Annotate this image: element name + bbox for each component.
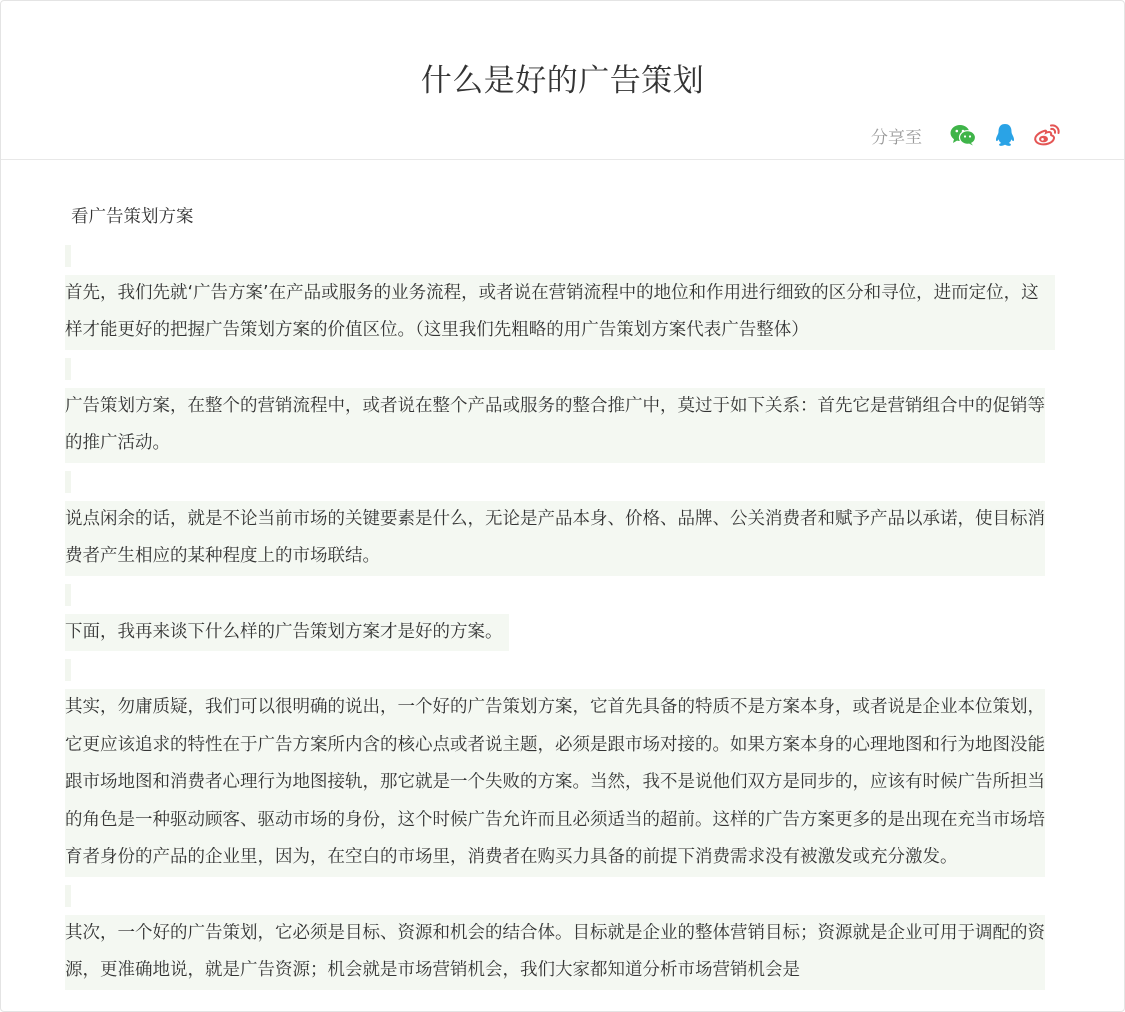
paragraph-spacer	[65, 584, 71, 606]
paragraph: 说点闲余的话，就是不论当前市场的关键要素是什么，无论是产品本身、价格、品牌、公关消费者和赋予产品以承诺，使目标消费者产生相应的某种程度上的市场联结。	[65, 501, 1045, 576]
article-body	[65, 199, 1055, 990]
wechat-icon[interactable]	[948, 121, 978, 149]
paragraph: 下面，我再来谈下什么样的广告策划方案才是好的方案。	[65, 614, 509, 652]
article-header	[1, 1, 1124, 160]
paragraph: 其实，勿庸质疑，我们可以很明确的说出，一个好的广告策划方案，它首先具备的特质不是方案本身，或者说是企业本位策划，它更应该追求的特性在于广告方案所内含的核心点或者说主题，必须是跟市场对接的。如果方案本身的心理地图和行为地图没能跟市场地图和消费者心理行为地图接轨，那它就是一个失败的方案。当然，我不是说他们双方是同步的，应该有时候广告所担当的角色是一种驱动顾客、驱动市场的身份，这个时候广告允许而且必须适当的超前。这样的广告方案更多的是出现在充当市场培育者身份的产品的企业里，因为，在空白的市场里，消费者在购买力具备的前提下消费需求没有被激发或充分激发。	[65, 689, 1045, 877]
qq-icon[interactable]	[990, 121, 1020, 149]
weibo-icon[interactable]	[1032, 121, 1062, 149]
paragraph: 首先，我们先就‘广告方案’在产品或服务的业务流程，或者说在营销流程中的地位和作用进行细致的区分和寻位，进而定位，这样才能更好的把握广告策划方案的价值区位。（这里我们先粗略的用广告策划方案代表广告整体）	[65, 275, 1055, 350]
paragraph: 广告策划方案，在整个的营销流程中，或者说在整个产品或服务的整合推广中，莫过于如下关系：首先它是营销组合中的促销等的推广活动。	[65, 388, 1045, 463]
paragraph-spacer	[65, 471, 71, 493]
share-bar	[871, 121, 1062, 149]
page-title: 什么是好的广告策划	[420, 63, 705, 99]
paragraph-spacer	[65, 358, 71, 380]
paragraph-spacer	[65, 885, 71, 907]
paragraph: 其次，一个好的广告策划，它必须是目标、资源和机会的结合体。目标就是企业的整体营销目标；资源就是企业可用于调配的资源，更准确地说，就是广告资源；机会就是市场营销机会，我们大家都知道分析市场营销机会是	[65, 915, 1045, 990]
paragraph-spacer	[65, 659, 71, 681]
paragraph-spacer	[65, 245, 71, 267]
share-label: 分享至	[871, 127, 922, 148]
paragraph-subtitle: 看广告策划方案	[71, 207, 194, 227]
